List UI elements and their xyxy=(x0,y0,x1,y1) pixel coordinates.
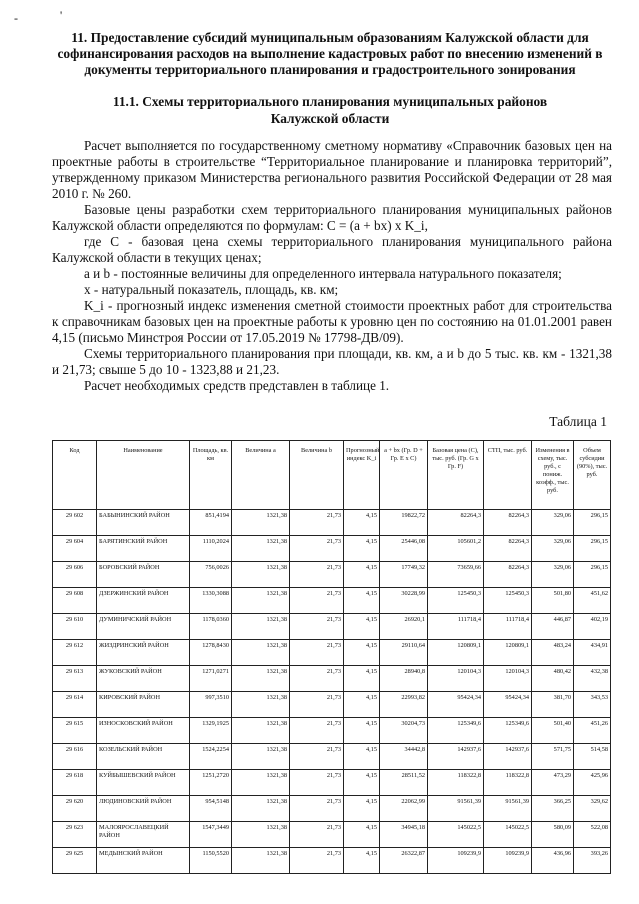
paragraph: Базовые цены разработки схем территориального планирования муниципальных районов Калужской области определяются по формулам: C = (a + bx) x K_i, xyxy=(52,202,612,233)
table-cell: 111718,4 xyxy=(484,614,532,640)
table-cell: 29 610 xyxy=(53,614,97,640)
table-cell: 26920,1 xyxy=(380,614,428,640)
table-cell: 366,25 xyxy=(532,796,574,822)
table-cell: 34945,18 xyxy=(380,822,428,848)
table-cell: 296,15 xyxy=(574,536,611,562)
table-cell: 954,5148 xyxy=(190,796,232,822)
table-cell: 329,06 xyxy=(532,536,574,562)
paragraph: Схемы территориального планирования при площади, кв. км, a и b до 5 тыс. кв. км - 1321,38 и 21,73; свыше 5 до 10 - 1323,88 и 21,23. xyxy=(52,346,612,377)
table-cell: 21,73 xyxy=(290,718,344,744)
paragraph: Расчет необходимых средств представлен в таблице 1. xyxy=(84,378,390,393)
subsidy-table xyxy=(52,440,611,874)
table-cell: 1321,38 xyxy=(232,744,290,770)
table-cell: 522,08 xyxy=(574,822,611,848)
table-cell: 21,73 xyxy=(290,562,344,588)
table-row xyxy=(53,666,611,692)
table-cell: 29 616 xyxy=(53,744,97,770)
table-cell: 1329,1925 xyxy=(190,718,232,744)
table-cell: 30204,73 xyxy=(380,718,428,744)
table-cell: 451,62 xyxy=(574,588,611,614)
district-name-cell: ЛЮДИНОВСКИЙ РАЙОН xyxy=(97,796,190,822)
table-row xyxy=(53,692,611,718)
column-header: Прогнозный индекс K_i xyxy=(344,441,380,510)
table-cell: 22062,99 xyxy=(380,796,428,822)
table-cell: 4,15 xyxy=(344,822,380,848)
table-cell: 756,0026 xyxy=(190,562,232,588)
table-cell: 997,3510 xyxy=(190,692,232,718)
body-text xyxy=(52,138,612,394)
paragraph: x - натуральный показатель, площадь, кв. км; xyxy=(84,282,339,297)
table-cell: 120809,1 xyxy=(484,640,532,666)
district-name-cell: МЕДЫНСКИЙ РАЙОН xyxy=(97,848,190,874)
table-cell: 82264,3 xyxy=(484,510,532,536)
table-cell: 29 608 xyxy=(53,588,97,614)
table-cell: 29 604 xyxy=(53,536,97,562)
table-cell: 4,15 xyxy=(344,848,380,874)
table-cell: 21,73 xyxy=(290,536,344,562)
table-row xyxy=(53,536,611,562)
table-cell: 142937,6 xyxy=(484,744,532,770)
table-cell: 142937,6 xyxy=(428,744,484,770)
table-cell: 120104,3 xyxy=(428,666,484,692)
table-cell: 851,4194 xyxy=(190,510,232,536)
district-name-cell: БАБЫНИНСКИЙ РАЙОН xyxy=(97,510,190,536)
table-cell: 22993,82 xyxy=(380,692,428,718)
table-cell: 1321,38 xyxy=(232,718,290,744)
table-cell: 29 612 xyxy=(53,640,97,666)
table-cell: 30228,99 xyxy=(380,588,428,614)
table-cell: 1321,38 xyxy=(232,848,290,874)
table-cell: 451,26 xyxy=(574,718,611,744)
column-header: Величина a xyxy=(232,441,290,510)
table-cell: 34442,8 xyxy=(380,744,428,770)
table-cell: 1150,5520 xyxy=(190,848,232,874)
table-cell: 29 613 xyxy=(53,666,97,692)
table-row xyxy=(53,718,611,744)
table-row xyxy=(53,510,611,536)
district-name-cell: БОРОВСКИЙ РАЙОН xyxy=(97,562,190,588)
table-row xyxy=(53,588,611,614)
table-cell: 329,06 xyxy=(532,562,574,588)
table-cell: 125349,6 xyxy=(484,718,532,744)
table-cell: 29 625 xyxy=(53,848,97,874)
table-cell: 4,15 xyxy=(344,692,380,718)
table-cell: 29110,64 xyxy=(380,640,428,666)
column-header: Площадь, кв. км xyxy=(190,441,232,510)
table-header-row xyxy=(53,441,611,510)
table-cell: 105601,2 xyxy=(428,536,484,562)
table-cell: 1524,2254 xyxy=(190,744,232,770)
paragraph: K_i - прогнозный индекс изменения сметной стоимости проектных работ для строительства к справочникам базовых цен на проектные работы к уровню цен по состоянию на 01.01.2001 равен 4,15 (письмо Минстроя России от 17.05.2019 № 17798-ДВ/09). xyxy=(52,298,612,345)
table-cell: 1321,38 xyxy=(232,796,290,822)
column-header: Базовая цена (C), тыс. руб. (Гр. G x Гр. F) xyxy=(428,441,484,510)
table-cell: 29 614 xyxy=(53,692,97,718)
table-cell: 480,42 xyxy=(532,666,574,692)
table-cell: 145022,5 xyxy=(484,822,532,848)
table-cell: 4,15 xyxy=(344,588,380,614)
district-name-cell: КОЗЕЛЬСКИЙ РАЙОН xyxy=(97,744,190,770)
table-cell: 1330,3088 xyxy=(190,588,232,614)
table-cell: 145022,5 xyxy=(428,822,484,848)
table-cell: 571,75 xyxy=(532,744,574,770)
table-cell: 501,80 xyxy=(532,588,574,614)
subsection-heading-line: 11.1. Схемы территориального планирования муниципальных районов xyxy=(112,94,548,109)
table-cell: 29 620 xyxy=(53,796,97,822)
table-cell: 19822,72 xyxy=(380,510,428,536)
table-body xyxy=(53,510,611,874)
district-name-cell: ЖУКОВСКИЙ РАЙОН xyxy=(97,666,190,692)
table-cell: 4,15 xyxy=(344,770,380,796)
table-cell: 1321,38 xyxy=(232,510,290,536)
table-cell: 29 615 xyxy=(53,718,97,744)
table-cell: 25446,08 xyxy=(380,536,428,562)
table-cell: 91561,39 xyxy=(428,796,484,822)
table-cell: 111718,4 xyxy=(428,614,484,640)
district-name-cell: ДУМИНИЧСКИЙ РАЙОН xyxy=(97,614,190,640)
column-header: СТП, тыс. руб. xyxy=(484,441,532,510)
table-cell: 29 623 xyxy=(53,822,97,848)
table-cell: 1321,38 xyxy=(232,640,290,666)
table-cell: 296,15 xyxy=(574,510,611,536)
table-cell: 29 618 xyxy=(53,770,97,796)
table-cell: 1321,38 xyxy=(232,822,290,848)
table-cell: 29 606 xyxy=(53,562,97,588)
table-cell: 21,73 xyxy=(290,822,344,848)
table-cell: 483,24 xyxy=(532,640,574,666)
table-cell: 125450,3 xyxy=(484,588,532,614)
table-cell: 1278,8430 xyxy=(190,640,232,666)
district-name-cell: БАРЯТИНСКИЙ РАЙОН xyxy=(97,536,190,562)
subsection-heading xyxy=(60,93,600,127)
district-name-cell: КУЙБЫШЕВСКИЙ РАЙОН xyxy=(97,770,190,796)
table-cell: 501,40 xyxy=(532,718,574,744)
table-cell: 82264,3 xyxy=(428,510,484,536)
table-row xyxy=(53,770,611,796)
table-cell: 28511,52 xyxy=(380,770,428,796)
table-cell: 91561,39 xyxy=(484,796,532,822)
table-cell: 21,73 xyxy=(290,588,344,614)
paragraph: где C - базовая цена схемы территориального планирования муниципального района Калужской области в текущих ценах; xyxy=(52,234,612,265)
scan-mark: - xyxy=(14,11,18,25)
table-cell: 120809,1 xyxy=(428,640,484,666)
table-cell: 1321,38 xyxy=(232,562,290,588)
table-cell: 21,73 xyxy=(290,796,344,822)
table-cell: 95424,34 xyxy=(428,692,484,718)
column-header: Величина b xyxy=(290,441,344,510)
table-cell: 21,73 xyxy=(290,510,344,536)
scan-mark: ' xyxy=(60,8,63,22)
table-cell: 434,91 xyxy=(574,640,611,666)
table-cell: 118322,8 xyxy=(484,770,532,796)
table-cell: 343,53 xyxy=(574,692,611,718)
column-header: Изменения в схему, тыс. руб., с пониж. коэфф., тыс. руб. xyxy=(532,441,574,510)
table-cell: 425,96 xyxy=(574,770,611,796)
column-header: Объем субсидии (90%), тыс. руб. xyxy=(574,441,611,510)
table-row xyxy=(53,848,611,874)
table-cell: 109239,9 xyxy=(484,848,532,874)
table-cell: 4,15 xyxy=(344,536,380,562)
table-cell: 73659,66 xyxy=(428,562,484,588)
table-cell: 1321,38 xyxy=(232,536,290,562)
table-cell: 381,70 xyxy=(532,692,574,718)
district-name-cell: ДЗЕРЖИНСКИЙ РАЙОН xyxy=(97,588,190,614)
table-cell: 21,73 xyxy=(290,744,344,770)
table-row xyxy=(53,640,611,666)
table-cell: 120104,3 xyxy=(484,666,532,692)
table-cell: 473,29 xyxy=(532,770,574,796)
table-cell: 17749,32 xyxy=(380,562,428,588)
table-cell: 1321,38 xyxy=(232,770,290,796)
table-cell: 118322,8 xyxy=(428,770,484,796)
column-header: Наименование xyxy=(97,441,190,510)
paragraph: a и b - постоянные величины для определенного интервала натурального показателя; xyxy=(84,266,562,281)
table-cell: 1321,38 xyxy=(232,692,290,718)
table-cell: 125349,6 xyxy=(428,718,484,744)
subsection-heading-line: Калужской области xyxy=(270,111,390,126)
table-cell: 1110,2024 xyxy=(190,536,232,562)
table-cell: 82264,3 xyxy=(484,536,532,562)
table-cell: 1321,38 xyxy=(232,666,290,692)
table-cell: 4,15 xyxy=(344,614,380,640)
table-cell: 329,62 xyxy=(574,796,611,822)
table-cell: 21,73 xyxy=(290,666,344,692)
paragraph: Расчет выполняется по государственному сметному нормативу «Справочник базовых цен на проектные работы в строительстве “Территориальное планирование и планировка территорий”, утвержденному приказом Министерства регионального развития Российской Федерации от 28 мая 2010 г. № 260. xyxy=(52,138,612,201)
district-name-cell: ИЗНОСКОВСКИЙ РАЙОН xyxy=(97,718,190,744)
table-cell: 1321,38 xyxy=(232,588,290,614)
table-cell: 1251,2720 xyxy=(190,770,232,796)
table-cell: 4,15 xyxy=(344,718,380,744)
section-heading: 11. Предоставление субсидий муниципальным образованиям Калужской области для софинансирования расходов на выполнение кадастровых работ по внесению изменений в документы территориального планирования и градостроительного зонирования xyxy=(57,30,603,77)
table-row xyxy=(53,744,611,770)
table-cell: 436,96 xyxy=(532,848,574,874)
table-cell: 580,09 xyxy=(532,822,574,848)
table-row xyxy=(53,562,611,588)
table-cell: 21,73 xyxy=(290,848,344,874)
table-cell: 1271,0271 xyxy=(190,666,232,692)
table-row xyxy=(53,796,611,822)
table-cell: 4,15 xyxy=(344,640,380,666)
table-cell: 329,06 xyxy=(532,510,574,536)
table-cell: 1178,0360 xyxy=(190,614,232,640)
table-cell: 514,58 xyxy=(574,744,611,770)
district-name-cell: КИРОВСКИЙ РАЙОН xyxy=(97,692,190,718)
table-cell: 28940,8 xyxy=(380,666,428,692)
table-cell: 4,15 xyxy=(344,562,380,588)
table-cell: 21,73 xyxy=(290,614,344,640)
column-header: Код xyxy=(53,441,97,510)
table-cell: 393,26 xyxy=(574,848,611,874)
table-cell: 4,15 xyxy=(344,796,380,822)
table-cell: 95424,34 xyxy=(484,692,532,718)
table-cell: 82264,3 xyxy=(484,562,532,588)
table-row xyxy=(53,614,611,640)
district-name-cell: МАЛОЯРОСЛАВЕЦКИЙ РАЙОН xyxy=(97,822,190,848)
table-cell: 21,73 xyxy=(290,640,344,666)
table-cell: 26322,87 xyxy=(380,848,428,874)
table-cell: 4,15 xyxy=(344,744,380,770)
table-cell: 4,15 xyxy=(344,510,380,536)
table-cell: 446,87 xyxy=(532,614,574,640)
table-cell: 125450,3 xyxy=(428,588,484,614)
column-header: a + bx (Гр. D + Гр. E x C) xyxy=(380,441,428,510)
table-cell: 21,73 xyxy=(290,770,344,796)
table-cell: 4,15 xyxy=(344,666,380,692)
table-cell: 29 602 xyxy=(53,510,97,536)
table-cell: 402,19 xyxy=(574,614,611,640)
table-cell: 21,73 xyxy=(290,692,344,718)
table-cell: 296,15 xyxy=(574,562,611,588)
table-cell: 1321,38 xyxy=(232,614,290,640)
district-name-cell: ЖИЗДРИНСКИЙ РАЙОН xyxy=(97,640,190,666)
table-caption: Таблица 1 xyxy=(549,414,607,429)
table-cell: 109239,9 xyxy=(428,848,484,874)
table-cell: 432,38 xyxy=(574,666,611,692)
table-cell: 1547,3449 xyxy=(190,822,232,848)
table-row xyxy=(53,822,611,848)
